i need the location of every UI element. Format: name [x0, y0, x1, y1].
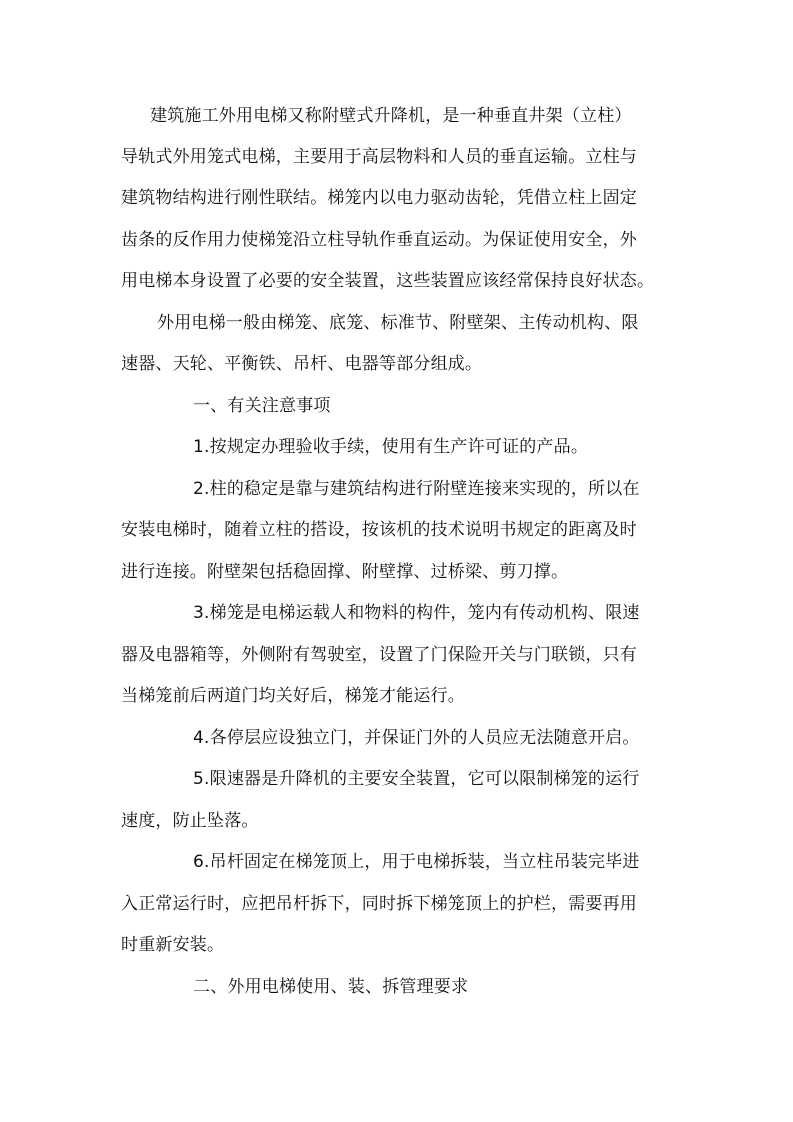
text-line: 4.各停层应设独立门，并保证门外的人员应无法随意开启。 — [193, 728, 640, 748]
section-heading: 二、外用电梯使用、装、拆管理要求 — [193, 977, 469, 997]
text-line: 器及电器箱等，外侧附有驾驶室，设置了门保险开关与门联锁，只有 — [121, 645, 637, 665]
text-line: 建筑施工外用电梯又称附壁式升降机，是一种垂直井架（立柱） — [150, 106, 632, 126]
text-line: 3.梯笼是电梯运载人和物料的构件，笼内有传动机构、限速 — [193, 603, 640, 623]
text-line: 导轨式外用笼式电梯，主要用于高层物料和人员的垂直运输。立柱与 — [121, 147, 637, 167]
text-line: 1.按规定办理验收手续，使用有生产许可证的产品。 — [193, 437, 589, 457]
text-line: 6.吊杆固定在梯笼顶上，用于电梯拆装，当立柱吊装完毕进 — [193, 852, 640, 872]
text-line: 齿条的反作用力使梯笼沿立柱导轨作垂直运动。为保证使用安全，外 — [121, 230, 637, 250]
text-line: 速器、天轮、平衡铁、吊杆、电器等部分组成。 — [121, 354, 483, 374]
text-line: 速度，防止坠落。 — [121, 811, 259, 831]
text-line: 进行连接。附壁架包括稳固撑、附壁撑、过桥梁、剪刀撑。 — [121, 562, 569, 582]
text-line: 入正常运行时，应把吊杆拆下，同时拆下梯笼顶上的护栏，需要再用 — [121, 894, 637, 914]
text-line: 2.柱的稳定是靠与建筑结构进行附壁连接来实现的，所以在 — [193, 479, 640, 499]
text-line: 安装电梯时，随着立柱的搭设，按该机的技术说明书规定的距离及时 — [121, 520, 637, 540]
text-line: 用电梯本身设置了必要的安全装置，这些装置应该经常保持良好状态。 — [121, 271, 655, 291]
text-line: 时重新安装。 — [121, 935, 225, 955]
text-line: 建筑物结构进行刚性联结。梯笼内以电力驱动齿轮，凭借立柱上固定 — [121, 188, 637, 208]
text-line: 外用电梯一般由梯笼、底笼、标准节、附壁架、主传动机构、限 — [157, 313, 639, 333]
section-heading: 一、有关注意事项 — [193, 396, 331, 416]
text-line: 当梯笼前后两道门均关好后，梯笼才能运行。 — [121, 686, 465, 706]
text-line: 5.限速器是升降机的主要安全装置，它可以限制梯笼的运行 — [193, 769, 640, 789]
